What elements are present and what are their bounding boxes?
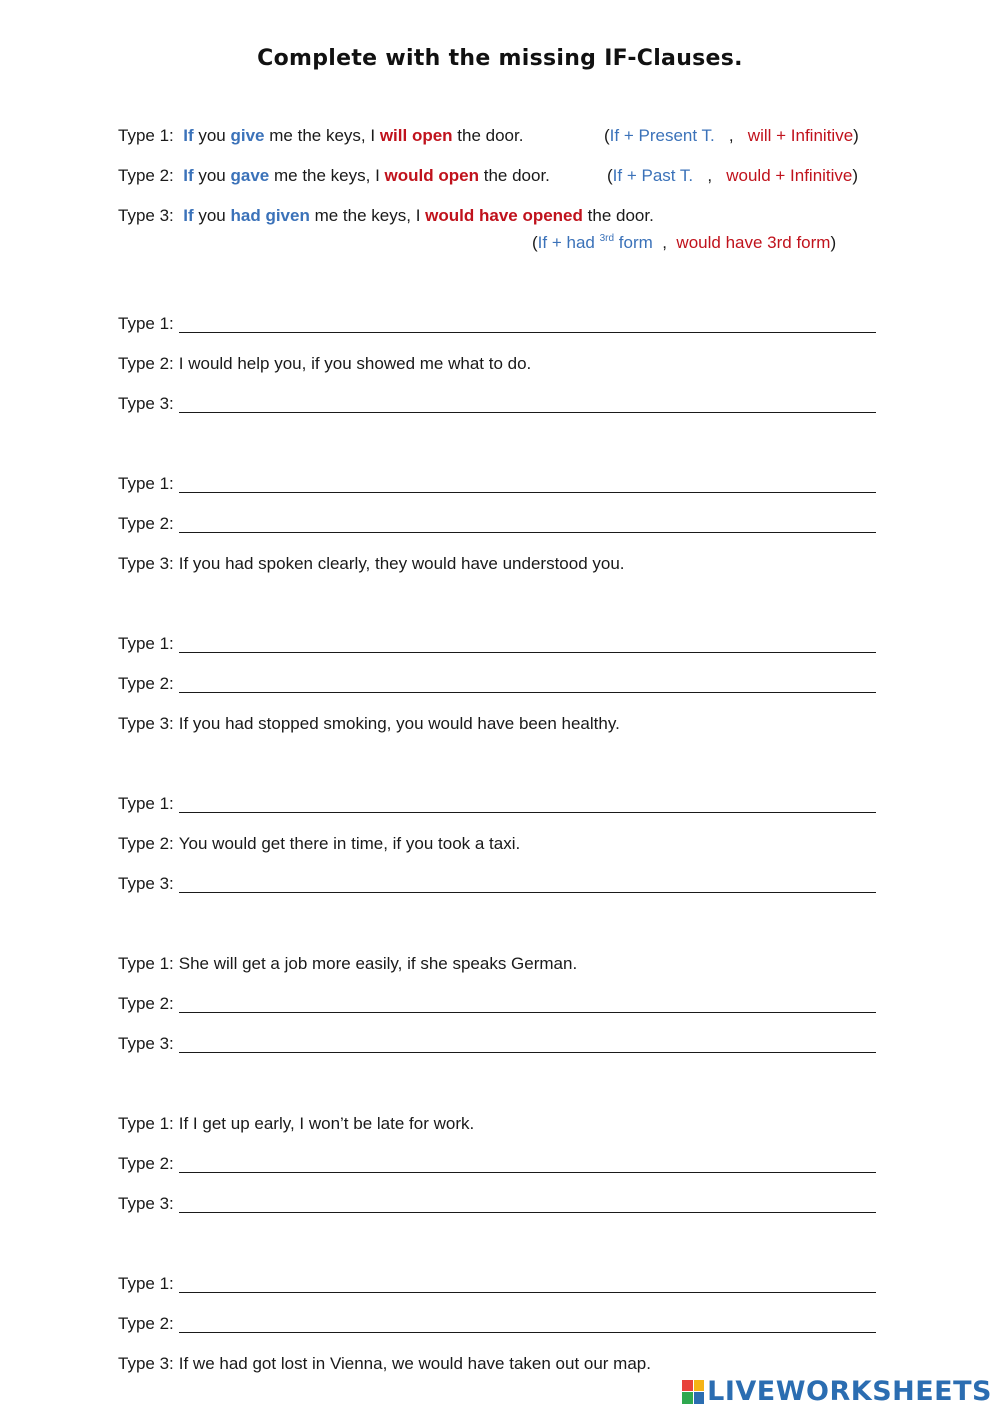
exercise-label: Type 3: — [118, 1034, 174, 1053]
exercise-label: Type 2: — [118, 514, 174, 533]
exercise-label: Type 2: — [118, 1314, 174, 1333]
exercise-row — [118, 310, 876, 334]
example-verb-main: would have opened — [425, 206, 583, 225]
exercise-row — [118, 1110, 876, 1134]
exercise-row — [118, 630, 876, 654]
exercise-row — [118, 950, 876, 974]
formula-type-1: (If + Present T. , will + Infinitive) — [604, 126, 859, 145]
answer-blank[interactable] — [179, 514, 876, 533]
example-middle: me the keys, I — [269, 126, 376, 145]
formula-if-part: If + had — [537, 233, 595, 252]
exercise-sentence: You would get there in time, if you took a taxi. — [178, 834, 521, 853]
example-if: If — [183, 126, 194, 145]
logo-text: LIVEWORKSHEETS — [707, 1376, 992, 1407]
answer-blank[interactable] — [179, 674, 876, 693]
exercise-row — [118, 470, 876, 494]
answer-blank[interactable] — [179, 1194, 876, 1213]
formula-superscript: 3rd — [599, 233, 615, 244]
exercise-label: Type 2: — [118, 834, 174, 853]
example-subject: you — [198, 166, 226, 185]
exercise-row — [118, 510, 876, 534]
exercise-label: Type 2: — [118, 994, 174, 1013]
exercise-row — [118, 1150, 876, 1174]
exercise-row — [118, 990, 876, 1014]
formula-main-part: would + Infinitive — [726, 166, 853, 185]
exercise-label: Type 3: — [118, 714, 174, 733]
formula-type-3: (If + had $^{3rd}$ form , would have 3rd form) — [532, 233, 837, 252]
exercise-row — [118, 670, 876, 694]
formula-type-2: (If + Past T. , would + Infinitive) — [607, 166, 859, 185]
answer-blank[interactable] — [179, 394, 876, 413]
answer-blank[interactable] — [179, 1274, 876, 1293]
exercise-row — [118, 870, 876, 894]
answer-blank[interactable] — [179, 634, 876, 653]
example-type-1 — [118, 126, 523, 146]
exercise-row — [118, 790, 876, 814]
answer-blank[interactable] — [179, 474, 876, 493]
formula-main-part: would have 3rd form — [676, 233, 831, 252]
example-end: the door. — [483, 166, 550, 185]
exercise-label: Type 1: — [118, 314, 174, 333]
example-type-3 — [118, 206, 654, 226]
answer-blank[interactable] — [179, 314, 876, 333]
formula-main-part: will + Infinitive — [747, 126, 854, 145]
example-verb-main: will open — [379, 126, 453, 145]
example-prefix: Type 1: — [118, 126, 174, 145]
example-verb-if: had given — [230, 206, 310, 225]
exercise-label: Type 1: — [118, 1274, 174, 1293]
exercise-label: Type 2: — [118, 674, 174, 693]
exercise-label: Type 1: — [118, 794, 174, 813]
exercise-label: Type 1: — [118, 1114, 174, 1133]
exercise-row — [118, 550, 876, 574]
answer-blank[interactable] — [179, 1314, 876, 1333]
exercise-label: Type 1: — [118, 954, 174, 973]
logo-mark-icon — [682, 1380, 704, 1404]
exercise-row — [118, 710, 876, 734]
exercise-label: Type 1: — [118, 474, 174, 493]
page-title: Complete with the missing IF-Clauses. — [257, 46, 743, 71]
example-verb-if: give — [230, 126, 265, 145]
answer-blank[interactable] — [179, 874, 876, 893]
exercise-row — [118, 1190, 876, 1214]
answer-blank[interactable] — [179, 1034, 876, 1053]
example-middle: me the keys, I — [314, 206, 421, 225]
exercise-sentence: If we had got lost in Vienna, we would have taken out our map. — [178, 1354, 651, 1373]
example-prefix: Type 3: — [118, 206, 174, 225]
answer-blank[interactable] — [179, 1154, 876, 1173]
example-end: the door. — [587, 206, 654, 225]
example-subject: you — [198, 206, 226, 225]
exercise-sentence: If I get up early, I won’t be late for work. — [178, 1114, 475, 1133]
exercise-row — [118, 1310, 876, 1334]
exercise-label: Type 3: — [118, 394, 174, 413]
example-if: If — [183, 206, 194, 225]
exercise-row — [118, 830, 876, 854]
exercise-sentence: If you had spoken clearly, they would have understood you. — [178, 554, 625, 573]
exercise-label: Type 2: — [118, 354, 174, 373]
formula-if-part: If + Past T. — [612, 166, 694, 185]
exercise-sentence: I would help you, if you showed me what to do. — [178, 354, 532, 373]
example-end: the door. — [457, 126, 524, 145]
exercise-sentence: If you had stopped smoking, you would have been healthy. — [178, 714, 620, 733]
example-subject: you — [198, 126, 226, 145]
exercise-label: Type 1: — [118, 634, 174, 653]
exercise-label: Type 3: — [118, 1354, 174, 1373]
exercise-label: Type 3: — [118, 554, 174, 573]
exercise-row — [118, 1270, 876, 1294]
exercise-row — [118, 350, 876, 374]
example-verb-if: gave — [230, 166, 270, 185]
exercise-sentence: She will get a job more easily, if she speaks German. — [178, 954, 578, 973]
exercise-row — [118, 1350, 876, 1374]
example-prefix: Type 2: — [118, 166, 174, 185]
example-type-2 — [118, 166, 550, 186]
exercise-label: Type 3: — [118, 874, 174, 893]
example-verb-main: would open — [384, 166, 479, 185]
formula-if-part-end: form — [618, 233, 653, 252]
exercise-row — [118, 390, 876, 414]
example-middle: me the keys, I — [273, 166, 380, 185]
answer-blank[interactable] — [179, 794, 876, 813]
exercise-label: Type 2: — [118, 1154, 174, 1173]
formula-if-part: If + Present T. — [609, 126, 715, 145]
example-if: If — [183, 166, 194, 185]
answer-blank[interactable] — [179, 994, 876, 1013]
exercise-row — [118, 1030, 876, 1054]
exercise-label: Type 3: — [118, 1194, 174, 1213]
liveworksheets-logo — [682, 1376, 992, 1407]
